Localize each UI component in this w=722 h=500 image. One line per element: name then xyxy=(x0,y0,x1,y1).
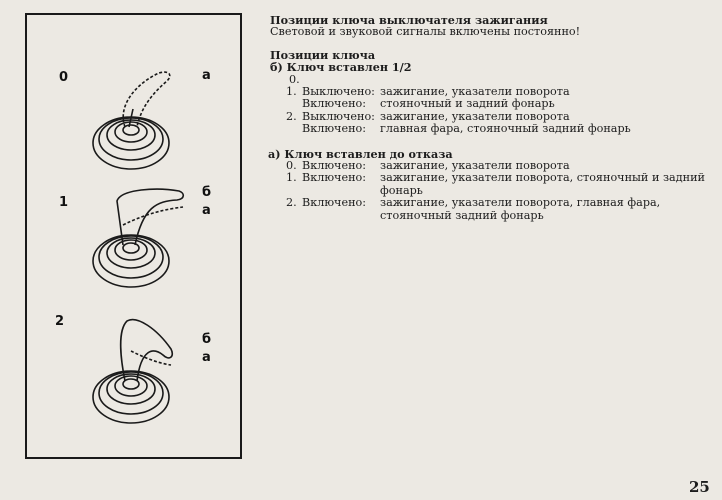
section-b-heading: б) Ключ вставлен 1/2 xyxy=(270,60,412,75)
intro-note: Световой и звуковой сигналы включены постоянно! xyxy=(270,25,581,39)
instructions-text xyxy=(270,14,715,222)
position-label-2: 2 xyxy=(55,314,65,329)
section-a-row: 2. Включено: зажигание, указатели поворота, главная фара, стояночный задний фонарь xyxy=(286,196,661,222)
position-label-0: 0 xyxy=(59,70,69,85)
marker-a-2: а xyxy=(202,350,211,365)
key-position-1-drawing xyxy=(87,183,197,293)
page-title: Позиции ключа выключателя зажигания xyxy=(270,13,548,27)
section-a-row: 0. Включено: зажигание, указатели поворота xyxy=(286,159,570,173)
section-a-row: 1. Включено: зажигание, указатели поворота, стояночный и задний фонарь xyxy=(286,171,705,197)
section-b-zero: 0. xyxy=(289,72,300,86)
marker-a-0: а xyxy=(202,68,211,83)
section-b-row: Включено: стояночный и задний фонарь xyxy=(302,97,555,111)
section-b-row: 1. Выключено: зажигание, указатели поворота xyxy=(286,85,570,99)
marker-b-1: б xyxy=(202,185,212,200)
section-a-heading: а) Ключ вставлен до отказа xyxy=(268,146,453,161)
subheading-key-positions: Позиции ключа xyxy=(270,47,376,62)
key-position-0-drawing xyxy=(87,65,187,175)
key-position-2-drawing xyxy=(87,301,197,431)
page-number: 25 xyxy=(689,478,710,496)
ignition-key-illustration xyxy=(25,13,242,459)
marker-b-2: б xyxy=(202,332,212,347)
position-label-1: 1 xyxy=(59,195,69,210)
marker-a-1: а xyxy=(202,203,211,218)
section-b-row: Включено: главная фара, стояночный задний фонарь xyxy=(302,122,631,136)
section-b-row: 2. Выключено: зажигание, указатели поворота xyxy=(286,109,570,123)
